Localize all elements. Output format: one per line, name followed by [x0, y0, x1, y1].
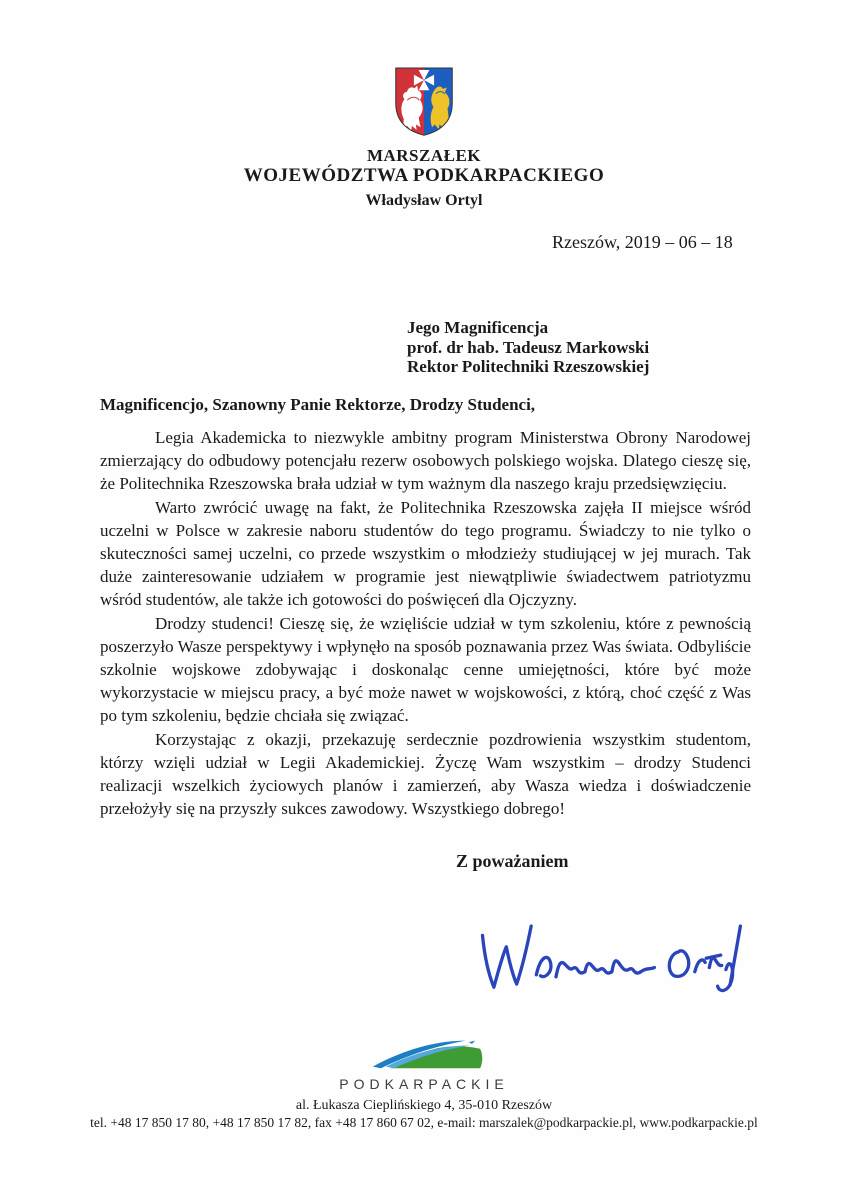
addressee-line: Jego Magnificencja [407, 318, 549, 337]
footer [0, 1097, 848, 1131]
footer-contacts: tel. +48 17 850 17 80, +48 17 850 17 82, fax +48 17 860 67 02, e-mail: marszalek@podkarpackie.pl, www.podkarpackie.pl [90, 1115, 758, 1130]
salutation: Magnificencjo, Szanowny Panie Rektorze, Drodzy Studenci, [100, 395, 536, 414]
letterhead [0, 146, 848, 210]
signature-strokes [483, 926, 741, 990]
letterhead-office-line2: WOJEWÓDZTWA PODKARPACKIEGO [243, 165, 605, 186]
letterhead-office-line1: MARSZAŁEK [366, 146, 482, 165]
logo-swoosh-tip [469, 1041, 476, 1044]
date-line: Rzeszów, 2019 – 06 – 18 [552, 232, 733, 252]
addressee-block [407, 318, 649, 377]
letter-body [100, 426, 751, 820]
closing-phrase: Z poważaniem [456, 851, 569, 871]
handwritten-signature [468, 912, 758, 1022]
footer-address: al. Łukasza Cieplińskiego 4, 35-010 Rzeszów [295, 1098, 553, 1113]
addressee-line: prof. dr hab. Tadeusz Markowski [407, 337, 650, 357]
podkarpackie-logo-icon [368, 1038, 498, 1074]
paragraph: Korzystając z okazji, przekazuję serdecznie pozdrowienia wszystkim studentom, którzy wzięli udział w Legii Akademickiej. Życzę Wam wszystkim – drodzy Studenci realizacji wszelkich życiowych planów i zamierzeń, aby Wasza wiedza i doświadczenie przełożyły się na przyszły sukces zawodowy. Wszystkiego dobrego! [100, 729, 751, 819]
letterhead-official-name: Władysław Ortyl [365, 192, 483, 209]
logo-wordmark: PODKARPACKIE [339, 1076, 509, 1092]
podkarpackie-logo [0, 1038, 848, 1092]
paragraph: Legia Akademicka to niezwykle ambitny program Ministerstwa Obrony Narodowej zmierzający do odbudowy potencjału rezerw osobowych polskiego wojska. Dlatego cieszę się, że Politechnika Rzeszowska brała udział w tym ważnym dla naszego kraju przedsięwzięciu. [100, 428, 751, 494]
paragraph: Warto zwrócić uwagę na fakt, że Politechnika Rzeszowska zajęła II miejsce wśród uczelni w Polsce w zakresie naboru studentów do tego programu. Świadczy to nie tylko o skuteczności samej uczelni, co przede wszystkim o młodzieży studiującej w jej murach. Tak duże zainteresowanie udziałem w programie jest niewątpliwie świadectwem patriotyzmu wśród studentów, ale także ich gotowości do poświęceń dla Ojczyzny. [100, 497, 751, 610]
addressee-line: Rektor Politechniki Rzeszowskiej [407, 357, 650, 376]
paragraph: Drodzy studenci! Cieszę się, że wzięliście udział w tym szkoleniu, które z pewnością poszerzyło Wasze perspektywy i wpłynęło na sposób poznawania przez Was świata. Odbyliście szkolnie wojskowe zdobywając i doskonaląc cenne umiejętności, które być może wykorzystacie w miejscu pracy, a być może nawet w wojskowości, z którą, choć część z Was po tym szkoleniu, będzie chciała się związać. [100, 613, 751, 726]
coat-of-arms-podkarpackie [389, 64, 459, 138]
